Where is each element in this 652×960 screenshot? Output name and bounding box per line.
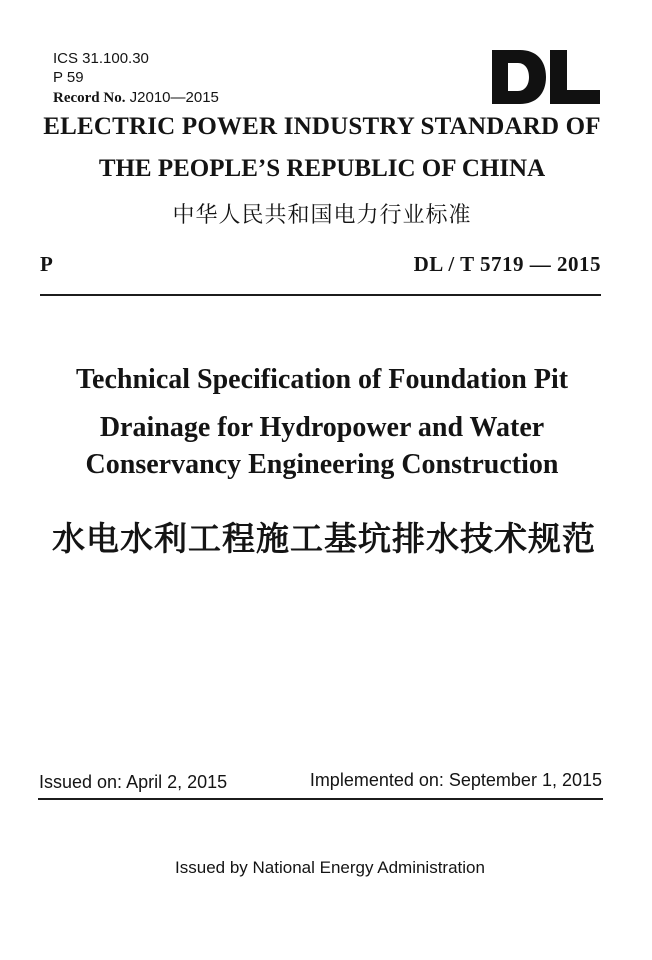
standard-title-en-line2: THE PEOPLE’S REPUBLIC OF CHINA	[98, 155, 546, 182]
issued-on-date: Issued on: April 2, 2015	[39, 772, 228, 792]
dl-logo	[490, 48, 602, 106]
issuing-authority-text: Issued by National Energy Administration	[175, 858, 485, 877]
spec-title-cn: 水电水利工程施工基坑排水技术规范	[52, 522, 596, 558]
spec-title-en-line2: Drainage for Hydropower and Water	[99, 412, 545, 443]
dl-logo-mark	[490, 48, 602, 106]
spec-title-en-line3: Conservancy Engineering Construction	[85, 449, 559, 480]
spec-title-en-line1: Technical Specification of Foundation Pit	[75, 364, 569, 395]
standard-title-en-line1: ELECTRIC POWER INDUSTRY STANDARD OF	[43, 113, 601, 140]
ics-code: ICS 31.100.30	[53, 50, 149, 67]
issuing-authority	[0, 858, 652, 878]
implemented-on-date: Implemented on: September 1, 2015	[309, 770, 602, 790]
classification-code: P 59	[53, 69, 84, 86]
record-number	[53, 88, 219, 108]
standard-category: P	[40, 252, 53, 276]
footer-divider	[38, 798, 603, 800]
header-divider	[40, 294, 601, 296]
standard-number: DL / T 5719 — 2015	[413, 252, 601, 276]
record-number-label: Record No.	[53, 90, 126, 106]
standard-title-cn: 中华人民共和国电力行业标准	[172, 202, 472, 227]
record-number-value: J2010—2015	[129, 89, 219, 106]
